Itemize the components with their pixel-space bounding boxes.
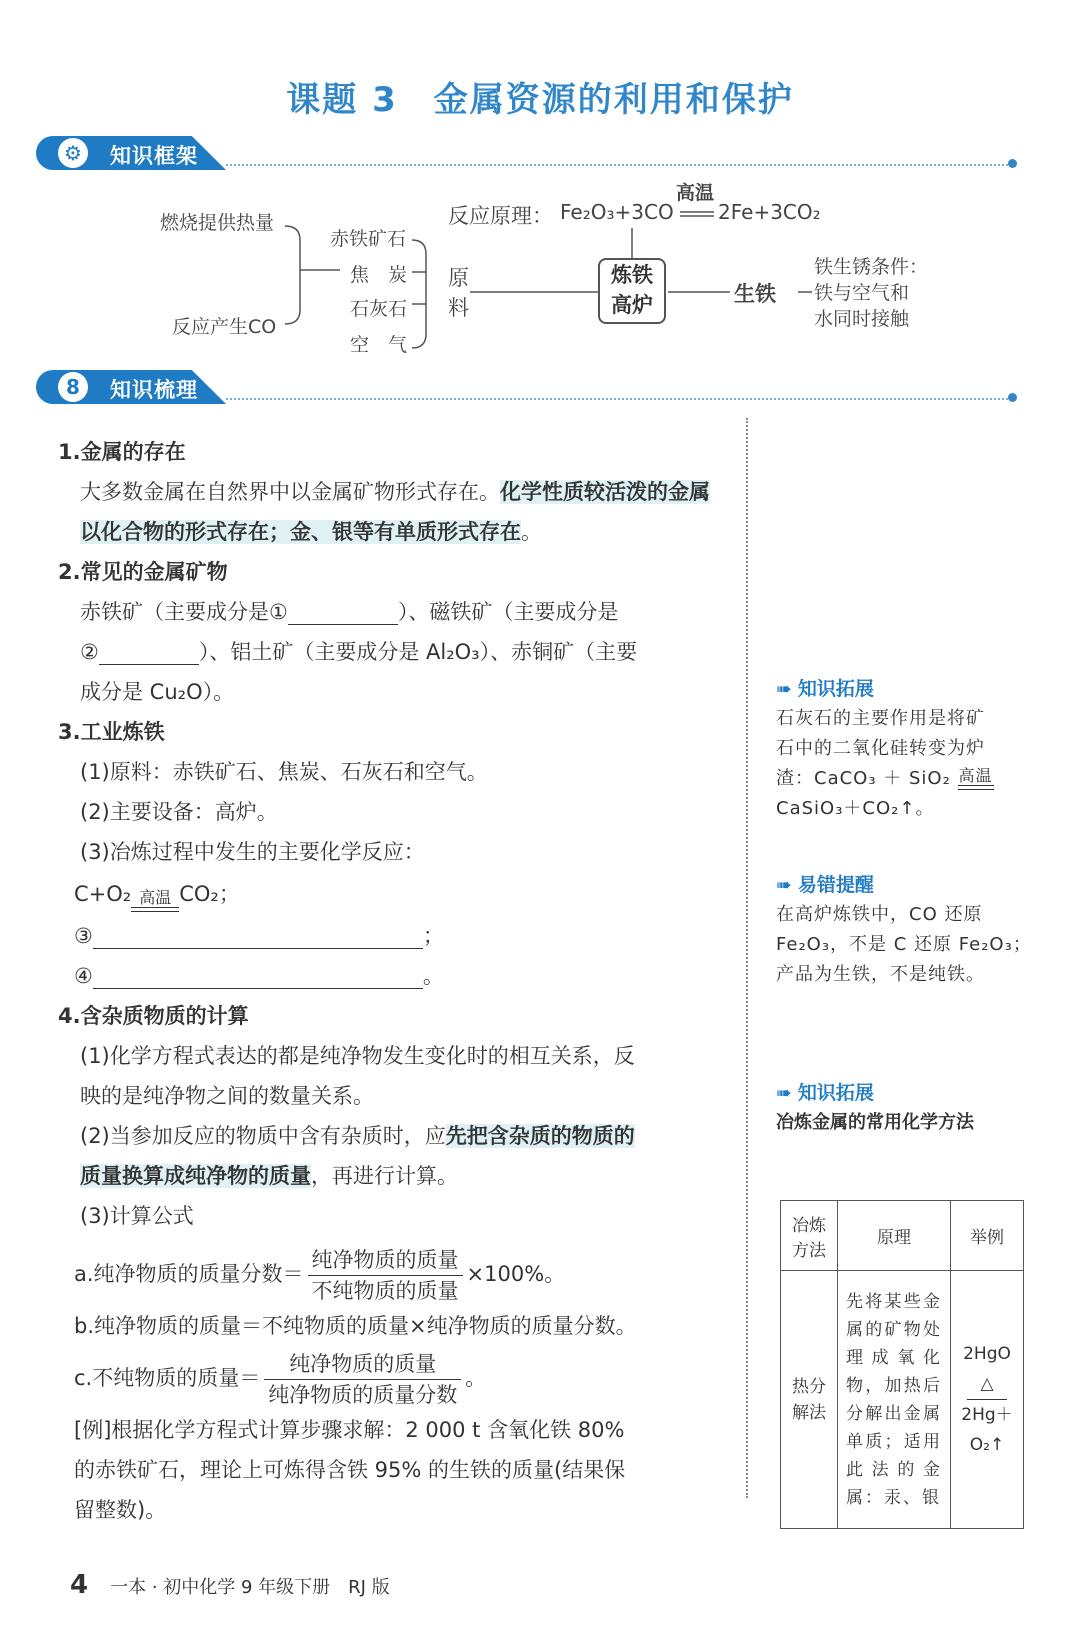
answer-blank[interactable] bbox=[288, 598, 398, 625]
raw-label: 料 bbox=[448, 296, 469, 320]
note-heading: ➠ 知识拓展 bbox=[776, 1078, 1034, 1108]
formula-c: c.不纯物质的质量＝ $\frac{\text{纯净物质的质量}}{\text{纯净物质的质量分数}}$ 。 bbox=[58, 1346, 718, 1410]
sidebar-note-methods bbox=[776, 1078, 1034, 1138]
book-title: 一本 · 初中化学 9 年级下册 RJ 版 bbox=[110, 1577, 390, 1598]
paragraph-1: 大多数金属在自然界中以金属矿物形式存在。化学性质较活泼的金属以化合物的形式存在；金、银等有单质形式存在。 bbox=[80, 480, 710, 544]
table-cell: 热分解法 bbox=[781, 1271, 838, 1529]
heat-note: 燃烧提供热量 bbox=[160, 212, 275, 234]
highlight: 先把含杂质的物质的 bbox=[445, 1124, 635, 1148]
equation-carbon: C+O₂ 高温 CO₂； bbox=[58, 872, 718, 916]
example-line: [例]根据化学方程式计算步骤求解：2 000 t 含氧化铁 80% bbox=[74, 1418, 625, 1442]
table-header: 举例 bbox=[951, 1201, 1024, 1271]
rust-condition: 铁生锈条件： bbox=[814, 256, 929, 278]
equation-blank-4: ④ 。 bbox=[74, 964, 444, 988]
bracket-right bbox=[412, 240, 426, 348]
line: 质量换算成纯净物的质量，再进行计算。 bbox=[80, 1164, 458, 1188]
example-line: 留整数)。 bbox=[74, 1498, 167, 1522]
co-note: 反应产生CO bbox=[172, 316, 277, 338]
table-cell: 先将某些金属的矿物处理成氧化物，加热后分解出金属单质；适用此法的金属：汞、银 bbox=[838, 1271, 951, 1529]
line: (3)计算公式 bbox=[80, 1204, 194, 1228]
page-number: 4 bbox=[70, 1570, 89, 1600]
highlight: 化学性质较活泼的金属以化合物的形式存在；金、银等有单质形式存在 bbox=[80, 480, 710, 544]
sidebar-note-warning: ➠ 易错提醒 在高炉炼铁中，CO 还原 Fe₂O₃，不是 C 还原 Fe₂O₃； 产品为生铁，不是纯铁。 bbox=[776, 870, 1034, 990]
heading-2: 2.常见的金属矿物 bbox=[58, 560, 228, 584]
formula-b: b.纯净物质的质量＝不纯物质的质量×纯净物质的质量分数。 bbox=[74, 1314, 637, 1338]
dotted-divider bbox=[226, 398, 1012, 400]
fraction: $\frac{\text{纯净物质的质量}}{\text{不纯物质的质量}}$ bbox=[308, 1245, 463, 1306]
knowledge-diagram bbox=[0, 0, 1080, 420]
principle-left: Fe₂O₃+3CO bbox=[560, 200, 674, 224]
arrow-icon: ➠ bbox=[776, 874, 792, 896]
material-item: 焦 炭 bbox=[350, 264, 408, 286]
heading-1: 1.金属的存在 bbox=[58, 440, 186, 464]
furnace-line: 炼铁 bbox=[611, 263, 653, 287]
equation-blank-3: ③ ； bbox=[74, 924, 444, 948]
section-header-review bbox=[0, 370, 1080, 408]
lesson-title: 金属资源的利用和保护 bbox=[433, 80, 794, 120]
table-header: 冶炼方法 bbox=[781, 1201, 838, 1271]
page-footer bbox=[70, 1570, 390, 1600]
material-item: 空 气 bbox=[350, 334, 408, 356]
line: (2)主要设备：高炉。 bbox=[80, 800, 278, 824]
note-subtitle: 冶炼金属的常用化学方法 bbox=[776, 1112, 974, 1133]
table-cell: 2HgO △ 2Hg＋ O₂↑ bbox=[951, 1271, 1024, 1529]
product-pig-iron: 生铁 bbox=[734, 282, 776, 306]
answer-blank[interactable] bbox=[99, 638, 199, 665]
line: (3)冶炼过程中发生的主要化学反应： bbox=[80, 840, 425, 864]
rust-condition: 铁与空气和 bbox=[814, 282, 910, 304]
material-item: 赤铁矿石 bbox=[330, 228, 407, 250]
furnace-line: 高炉 bbox=[611, 293, 653, 317]
lesson-number: 课题 3 bbox=[286, 80, 398, 120]
note-heading: ➠ 知识拓展 bbox=[776, 674, 1034, 704]
reaction-condition: 高温 bbox=[958, 767, 994, 790]
principle-right: 2Fe+3CO₂ bbox=[718, 200, 821, 224]
heading-4: 4.含杂质物质的计算 bbox=[58, 1004, 249, 1028]
principle-label: 反应原理： bbox=[448, 204, 553, 228]
formula-a: a.纯净物质的质量分数＝ $\frac{\text{纯净物质的质量}}{\text{不纯物质的质量}}$ ×100%。 bbox=[58, 1242, 718, 1306]
furnace-box bbox=[598, 258, 666, 324]
sidebar-note-extension: ➠ 知识拓展 石灰石的主要作用是将矿 石中的二氧化硅转变为炉 渣：CaCO₃ ＋ SiO₂ 高温 CaSiO₃＋CO₂↑。 bbox=[776, 674, 1034, 824]
answer-blank[interactable] bbox=[93, 962, 423, 989]
arrow-icon: ➠ bbox=[776, 1082, 792, 1104]
paragraph-2: 赤铁矿（主要成分是① ）、磁铁矿（主要成分是 ② ）、铝土矿（主要成分是 Al₂O₃）、赤铜矿（主要 成分是 Cu₂O）。 bbox=[80, 600, 638, 704]
reaction-condition: 高温 bbox=[131, 889, 179, 912]
section-label: 知识框架 bbox=[110, 144, 198, 168]
line: (1)化学方程式表达的都是纯净物发生变化时的相互关系，反 bbox=[80, 1044, 635, 1068]
principle-condition: 高温 bbox=[676, 182, 715, 204]
heading-3: 3.工业炼铁 bbox=[58, 720, 165, 744]
column-divider bbox=[746, 418, 748, 1498]
answer-blank[interactable] bbox=[93, 922, 423, 949]
bracket-left bbox=[285, 226, 300, 324]
methods-table bbox=[780, 1200, 1024, 1529]
gear-icon: ⚙ bbox=[58, 138, 88, 168]
example-line: 的赤铁矿石，理论上可炼得含铁 95% 的生铁的质量(结果保 bbox=[74, 1458, 626, 1482]
main-column bbox=[58, 432, 718, 1530]
line: (2)当参加反应的物质中含有杂质时，应先把含杂质的物质的 bbox=[80, 1124, 635, 1148]
arrow-icon: ➠ bbox=[776, 678, 792, 700]
badge-8-icon: 8 bbox=[58, 372, 88, 402]
line: 映的是纯净物之间的数量关系。 bbox=[80, 1084, 374, 1108]
line: (1)原料：赤铁矿石、焦炭、石灰石和空气。 bbox=[80, 760, 488, 784]
rust-condition: 水同时接触 bbox=[814, 308, 910, 330]
material-item: 石灰石 bbox=[350, 298, 408, 320]
note-heading: ➠ 易错提醒 bbox=[776, 870, 1034, 900]
table-header: 原理 bbox=[838, 1201, 951, 1271]
raw-label: 原 bbox=[448, 266, 469, 290]
section-label: 知识梳理 bbox=[110, 378, 198, 402]
divider-dot bbox=[1008, 393, 1017, 402]
fraction: $\frac{\text{纯净物质的质量}}{\text{纯净物质的质量分数}}$ bbox=[264, 1349, 461, 1410]
highlight: 质量换算成纯净物的质量 bbox=[80, 1164, 311, 1188]
